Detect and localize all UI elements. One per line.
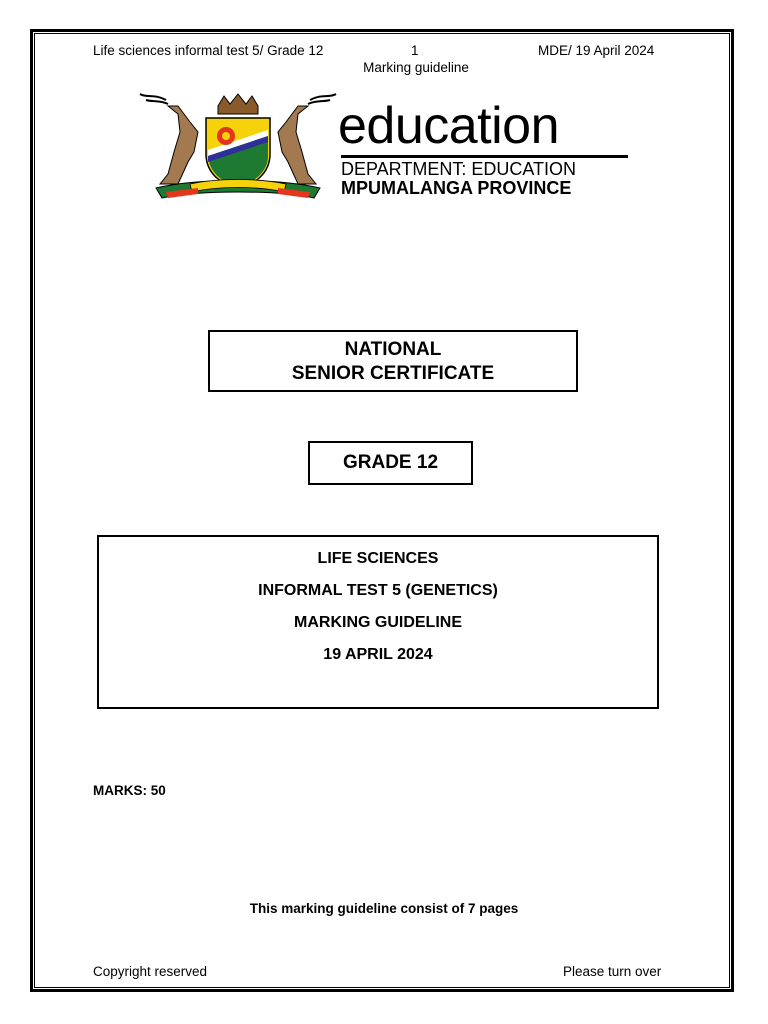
header-right: MDE/ 19 April 2024 bbox=[538, 43, 655, 58]
page-count-note: This marking guideline consist of 7 pages bbox=[249, 901, 519, 916]
certificate-box bbox=[208, 330, 578, 392]
title-box bbox=[97, 535, 659, 709]
test-title: INFORMAL TEST 5 (GENETICS) bbox=[258, 582, 498, 599]
logo-province: MPUMALANGA PROVINCE bbox=[341, 178, 572, 198]
certificate-line-1: NATIONAL bbox=[344, 339, 442, 360]
footer-turn-over: Please turn over bbox=[563, 964, 662, 979]
document-type: MARKING GUIDELINE bbox=[294, 614, 462, 631]
logo-divider bbox=[341, 155, 628, 158]
logo-department: DEPARTMENT: EDUCATION bbox=[341, 159, 577, 179]
header-page-number: 1 bbox=[411, 43, 419, 58]
logo-wordmark: education bbox=[338, 97, 560, 155]
header-subtitle: Marking guideline bbox=[363, 60, 469, 75]
header-left: Life sciences informal test 5/ Grade 12 bbox=[93, 43, 324, 58]
coat-of-arms-icon bbox=[138, 92, 338, 202]
exam-date: 19 APRIL 2024 bbox=[323, 646, 433, 663]
footer-copyright: Copyright reserved bbox=[93, 964, 208, 979]
certificate-line-2: SENIOR CERTIFICATE bbox=[291, 363, 495, 384]
grade-box: GRADE 12 bbox=[308, 441, 473, 485]
subject-title: LIFE SCIENCES bbox=[317, 550, 439, 567]
total-marks: MARKS: 50 bbox=[93, 783, 166, 798]
